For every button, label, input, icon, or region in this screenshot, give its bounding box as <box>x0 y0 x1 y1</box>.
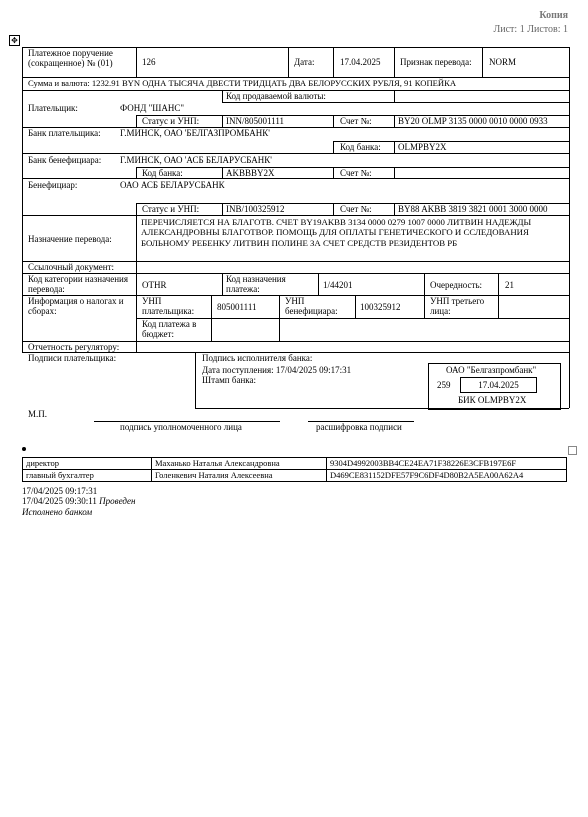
signers-table <box>22 457 567 482</box>
payer-signatures-label: Подписи плательщика: <box>28 353 117 363</box>
payer-account: BY20 OLMP 3135 0000 0010 0000 0933 <box>398 116 548 126</box>
payer-label: Плательщик: <box>28 103 78 113</box>
priority-label: Очередность: <box>430 280 483 290</box>
payer-bank-code-label: Код банка: <box>340 142 381 152</box>
log-line <box>22 497 135 507</box>
budget-code-label: Код платежа в бюджет: <box>142 319 197 339</box>
benef-bank-name: Г.МИНСК, ОАО 'АСБ БЕЛАРУСБАНК' <box>120 155 272 165</box>
log-line: Исполнено банком <box>22 507 93 517</box>
received-label: Дата поступления: 17/04/2025 09:17:31 <box>202 365 352 375</box>
signer-key: D469CE831152DFE57F9C6DF4D80B2A5EA00A62A4 <box>327 470 567 482</box>
benef-bank-code: AKBBBY2X <box>226 168 275 178</box>
rule <box>569 47 570 408</box>
rule <box>22 47 23 352</box>
copy-label: Копия <box>539 10 568 21</box>
regulator-label: Отчетность регулятору: <box>28 342 120 352</box>
transfer-sign: NORM <box>489 57 517 67</box>
beneficiary-label: Бенефициар: <box>28 180 78 190</box>
benef-account: BY88 AKBB 3819 3821 0001 3000 0000 <box>398 204 548 214</box>
benef-status-label: Статус и УНП: <box>142 204 200 214</box>
taxes-label: Информация о налогах и сборах: <box>28 296 124 316</box>
table-row <box>23 470 567 482</box>
ref-doc-label: Ссылочный документ: <box>28 262 115 272</box>
move-handle-icon[interactable]: ✥ <box>9 35 20 46</box>
purpose-label: Назначение перевода: <box>28 234 112 244</box>
log-status: Проведен <box>99 496 136 506</box>
amount-text: Сумма и валюта: 1232.91 BYN ОДНА ТЫСЯЧА ДВЕСТИ ТРИДЦАТЬ ДВА БЕЛОРУССКИХ РУБЛЯ, 91 КОПЕЙКА <box>28 78 457 88</box>
benef-status: INB/100325912 <box>226 204 285 214</box>
authorized-signature-label: подпись уполномоченного лица <box>120 422 242 432</box>
category-label: Код категории назначения перевода: <box>28 274 129 294</box>
payer-bank-code: OLMPBY2X <box>398 142 447 152</box>
order-date: 17.04.2025 <box>340 57 381 67</box>
transfer-sign-label: Признак перевода: <box>400 57 472 67</box>
purpose-code-label: Код назначения платежа: <box>226 274 286 294</box>
payer-unp-label: УНП плательщика: <box>142 296 195 316</box>
stamp-bic: БИК OLMPBY2X <box>458 395 527 405</box>
purpose-code: 1/44201 <box>323 280 353 290</box>
payer-unp: 805001111 <box>217 302 257 312</box>
benef-unp: 100325912 <box>360 302 401 312</box>
sold-currency-label: Код продаваемой валюты: <box>226 91 326 101</box>
order-number: 126 <box>142 57 156 67</box>
sheet-info: Лист: 1 Листов: 1 <box>493 24 568 35</box>
stamp-date: 17.04.2025 <box>460 377 537 393</box>
log-time: 17/04/2025 09:30:11 <box>22 496 97 506</box>
third-unp-label: УНП третьего лица: <box>430 296 485 316</box>
stamp-bank: ОАО "Белгазпромбанк" <box>446 365 537 375</box>
signer-role: директор <box>23 458 152 470</box>
payer-name: ФОНД "ШАНС" <box>120 103 185 113</box>
beneficiary-name: ОАО АСБ БЕЛАРУСБАНК <box>120 180 225 190</box>
order-title: Платежное поручение (сокращенное) № (01) <box>28 48 113 68</box>
decoding-label: расшифровка подписи <box>316 422 402 432</box>
mp-label: М.П. <box>28 409 48 419</box>
executor-label: Подпись исполнителя банка: <box>202 353 313 363</box>
checkbox-icon[interactable] <box>568 446 577 455</box>
benef-bank-label: Банк бенефициара: <box>28 155 102 165</box>
date-label: Дата: <box>294 57 315 67</box>
table-row <box>23 458 567 470</box>
payer-bank-name: Г.МИНСК, ОАО 'БЕЛГАЗПРОМБАНК' <box>120 128 270 138</box>
log-line: 17/04/2025 09:17:31 <box>22 486 98 496</box>
bullet-icon <box>22 447 26 451</box>
priority: 21 <box>505 280 514 290</box>
signer-name: Голенкевич Наталия Алексеевна <box>152 470 327 482</box>
payer-bank-label: Банк плательщика: <box>28 128 101 138</box>
purpose-text: ПЕРЕЧИСЛЯЕТСЯ НА БЛАГОТВ. СЧЕТ BY19AKBB 3134 0000 0279 1007 0000 ЛИТВИН НАДЕЖДЫ АЛЕКСАНДРОВНЫ БЛАГОТВОР. ПОМОЩЬ ДЛЯ ОПЛАТЫ ГЕНЕТИЧЕСКОГО И ССЛЕДОВАНИЯ БОЛЬНОМУ РЕБЕНКУ ЛИТВИН ПОЛИНЕ ЗА СЧЕТ СРЕДСТВ РЕЗИДЕНТОВ РБ <box>141 217 532 248</box>
benef-bank-code-label: Код банка: <box>142 168 183 178</box>
payer-status: INN/805001111 <box>226 116 284 126</box>
benef-unp-label: УНП бенефициара: <box>285 296 338 316</box>
signer-role: главный бухгалтер <box>23 470 152 482</box>
payer-account-label: Счет №: <box>340 116 372 126</box>
payer-status-label: Статус и УНП: <box>142 116 200 126</box>
signer-key: 9304D4992003BB4CE24EA71F38226E3CFB197E6F <box>327 458 567 470</box>
benef-bank-account-label: Счет №: <box>340 168 372 178</box>
stamp-number: 259 <box>437 380 451 390</box>
signer-name: Маханько Наталья Александровна <box>152 458 327 470</box>
benef-account-label: Счет №: <box>340 204 372 214</box>
stamp-label: Штамп банка: <box>202 375 256 385</box>
category-code: OTHR <box>142 280 167 290</box>
